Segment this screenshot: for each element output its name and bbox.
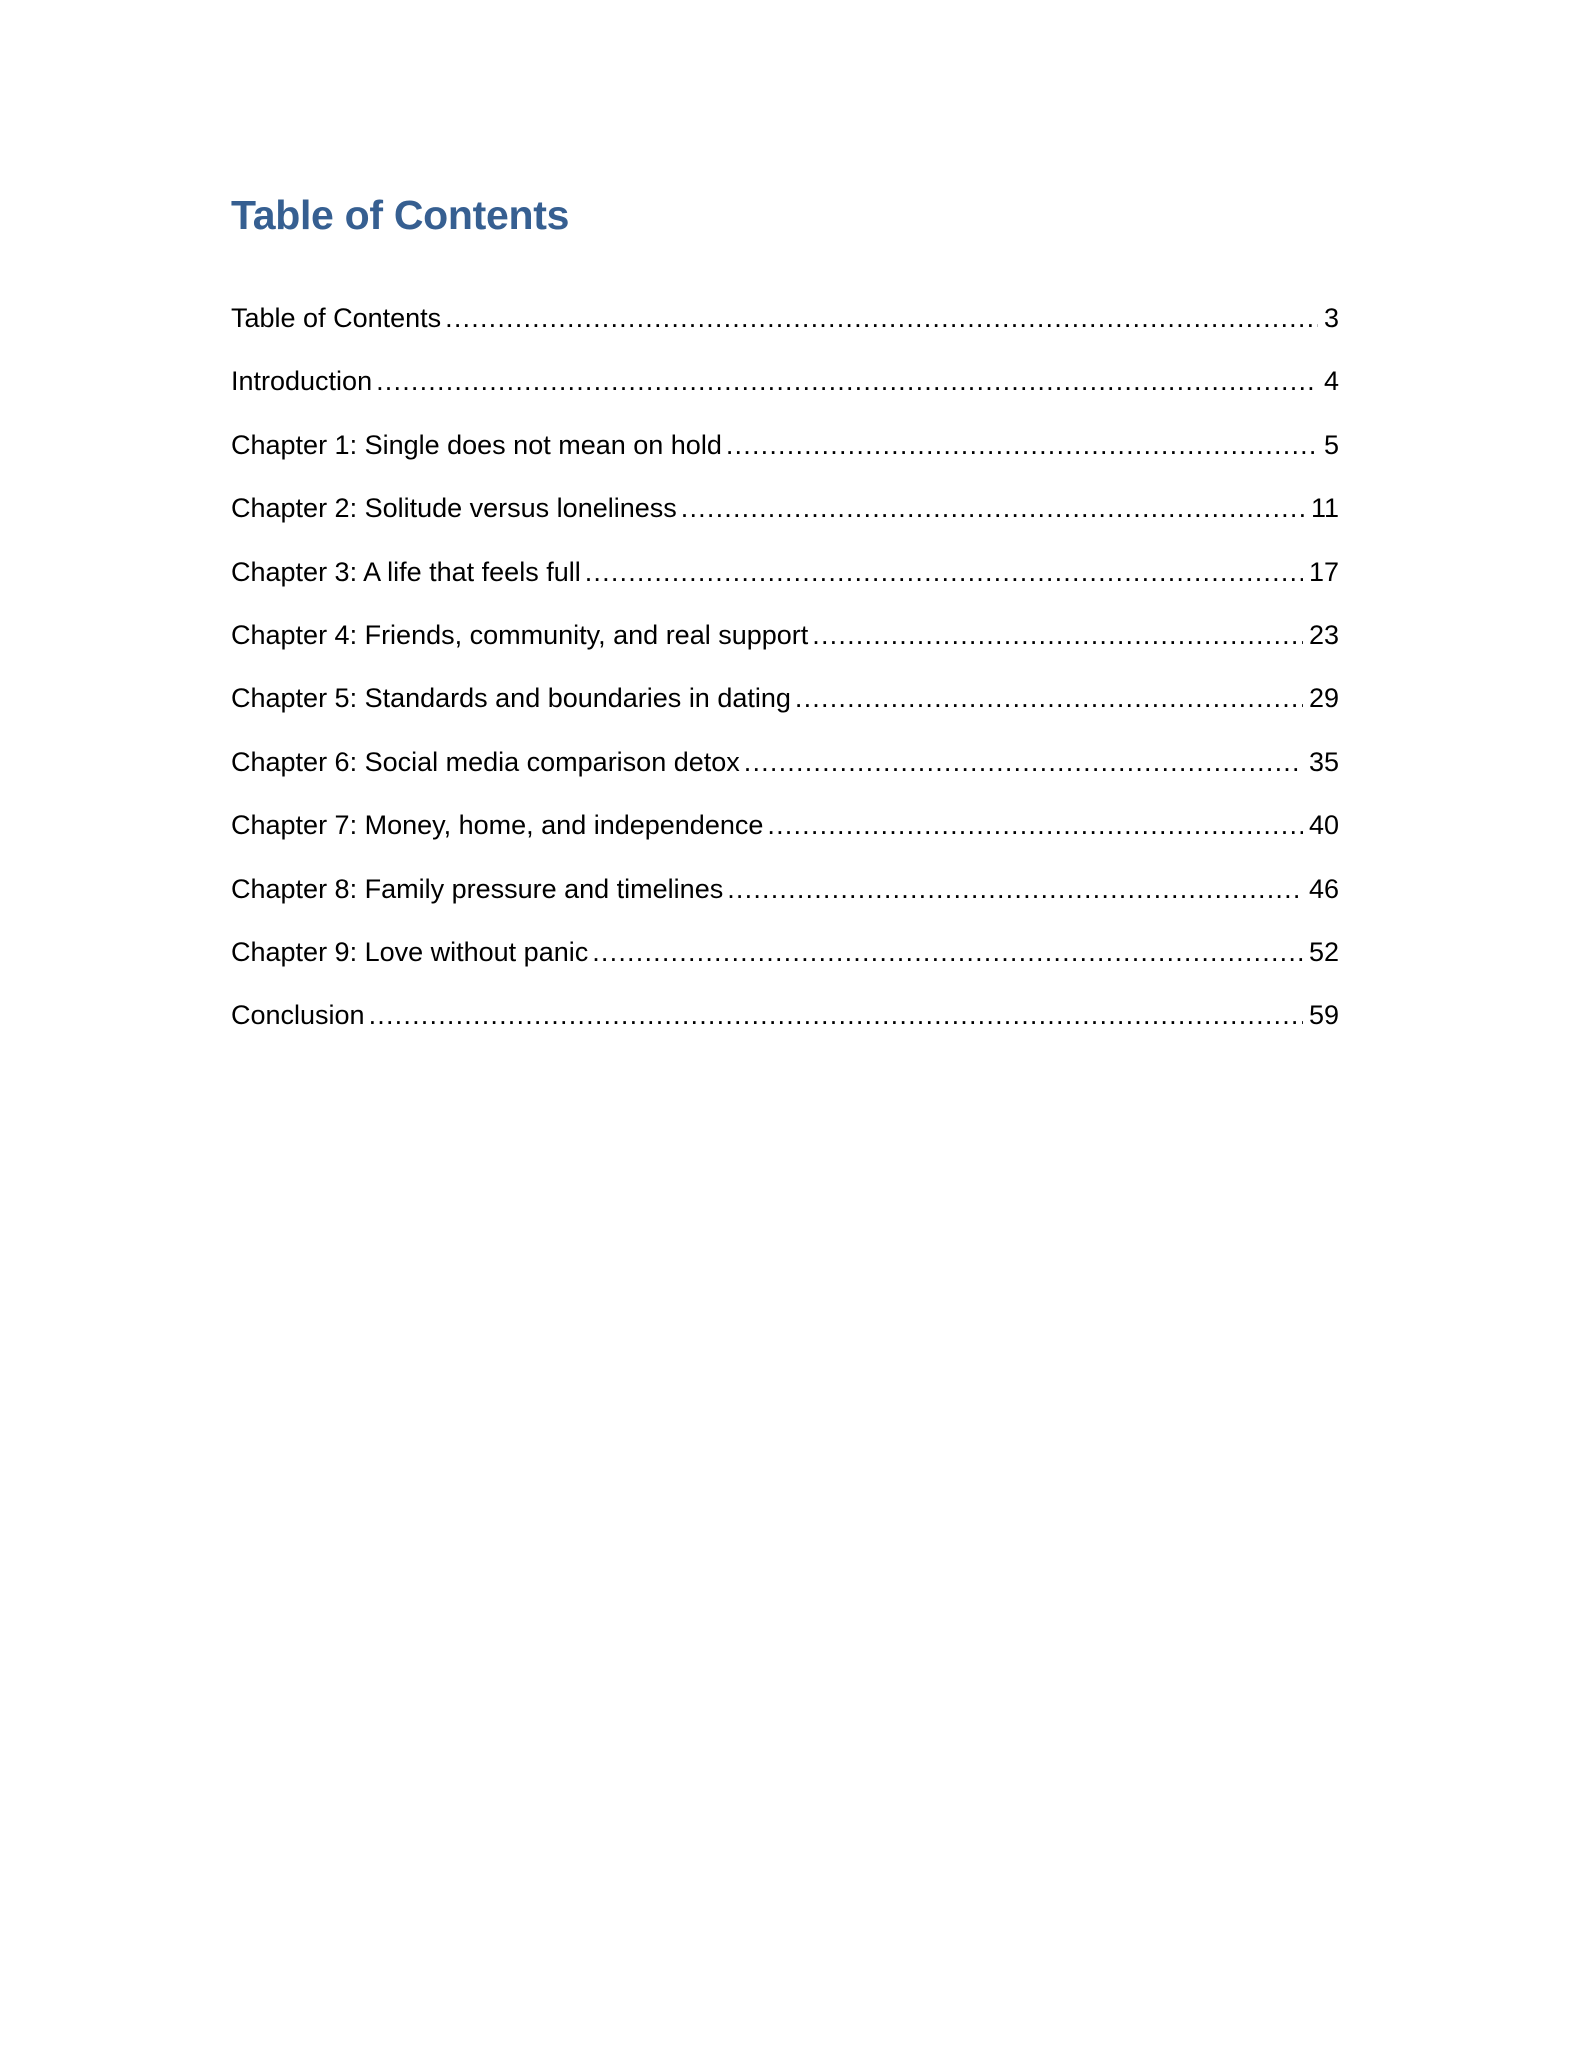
toc-entry[interactable]	[231, 361, 1339, 424]
toc-entry[interactable]	[231, 488, 1339, 551]
toc-entry-page: 46	[1308, 873, 1339, 904]
toc-dot-leader	[369, 995, 1303, 1035]
toc-dot-leader	[585, 552, 1303, 592]
toc-dot-leader	[726, 425, 1318, 465]
toc-entry-title: Introduction	[231, 366, 373, 397]
toc-entry[interactable]	[231, 742, 1339, 805]
toc-entry-page: 29	[1308, 683, 1339, 714]
toc-dot-leader	[592, 932, 1303, 972]
toc-entry-title: Chapter 9: Love without panic	[231, 936, 589, 967]
toc-dot-leader	[727, 869, 1303, 909]
toc-dot-leader	[445, 298, 1318, 338]
toc-entry-title: Chapter 2: Solitude versus loneliness	[231, 493, 677, 524]
toc-entry-page: 17	[1308, 556, 1339, 587]
toc-entry[interactable]	[231, 869, 1339, 932]
toc-dot-leader	[681, 488, 1305, 528]
toc-entry[interactable]	[231, 552, 1339, 615]
toc-entry[interactable]	[231, 615, 1339, 678]
toc-entry[interactable]	[231, 932, 1339, 995]
toc-dot-leader	[795, 678, 1303, 718]
toc-entry-title: Chapter 8: Family pressure and timelines	[231, 873, 724, 904]
toc-entry-page: 5	[1323, 429, 1339, 460]
toc-dot-leader	[767, 805, 1303, 845]
toc-entry-title: Chapter 6: Social media comparison detox	[231, 746, 740, 777]
toc-entry[interactable]	[231, 298, 1339, 361]
toc-entry-page: 3	[1323, 303, 1339, 333]
toc-dot-leader	[812, 615, 1303, 655]
toc-entry-page: 40	[1308, 810, 1339, 841]
toc-entry-page: 35	[1308, 746, 1339, 777]
toc-entry-page: 59	[1308, 1000, 1339, 1031]
toc-entry-title: Chapter 5: Standards and boundaries in dating	[231, 683, 791, 714]
toc-entry[interactable]	[231, 678, 1339, 741]
toc-dot-leader	[376, 361, 1318, 401]
toc-entry[interactable]	[231, 425, 1339, 488]
toc-entry-page: 52	[1308, 936, 1339, 967]
toc-entry-title: Chapter 1: Single does not mean on hold	[231, 429, 722, 460]
toc-heading: Table of Contents	[231, 192, 570, 238]
toc-dot-leader	[744, 742, 1303, 782]
toc-list	[231, 298, 1339, 1059]
toc-entry-page: 4	[1323, 366, 1339, 397]
toc-entry-title: Chapter 7: Money, home, and independence	[231, 810, 764, 841]
toc-entry-page: 23	[1308, 619, 1339, 650]
toc-entry-title: Conclusion	[231, 1000, 365, 1031]
toc-entry-title: Table of Contents	[231, 303, 442, 333]
toc-entry[interactable]	[231, 995, 1339, 1058]
toc-entry-page: 11	[1310, 493, 1339, 524]
toc-entry-title: Chapter 3: A life that feels full	[231, 556, 581, 587]
toc-entry[interactable]	[231, 805, 1339, 868]
toc-entry-title: Chapter 4: Friends, community, and real support	[231, 619, 809, 650]
